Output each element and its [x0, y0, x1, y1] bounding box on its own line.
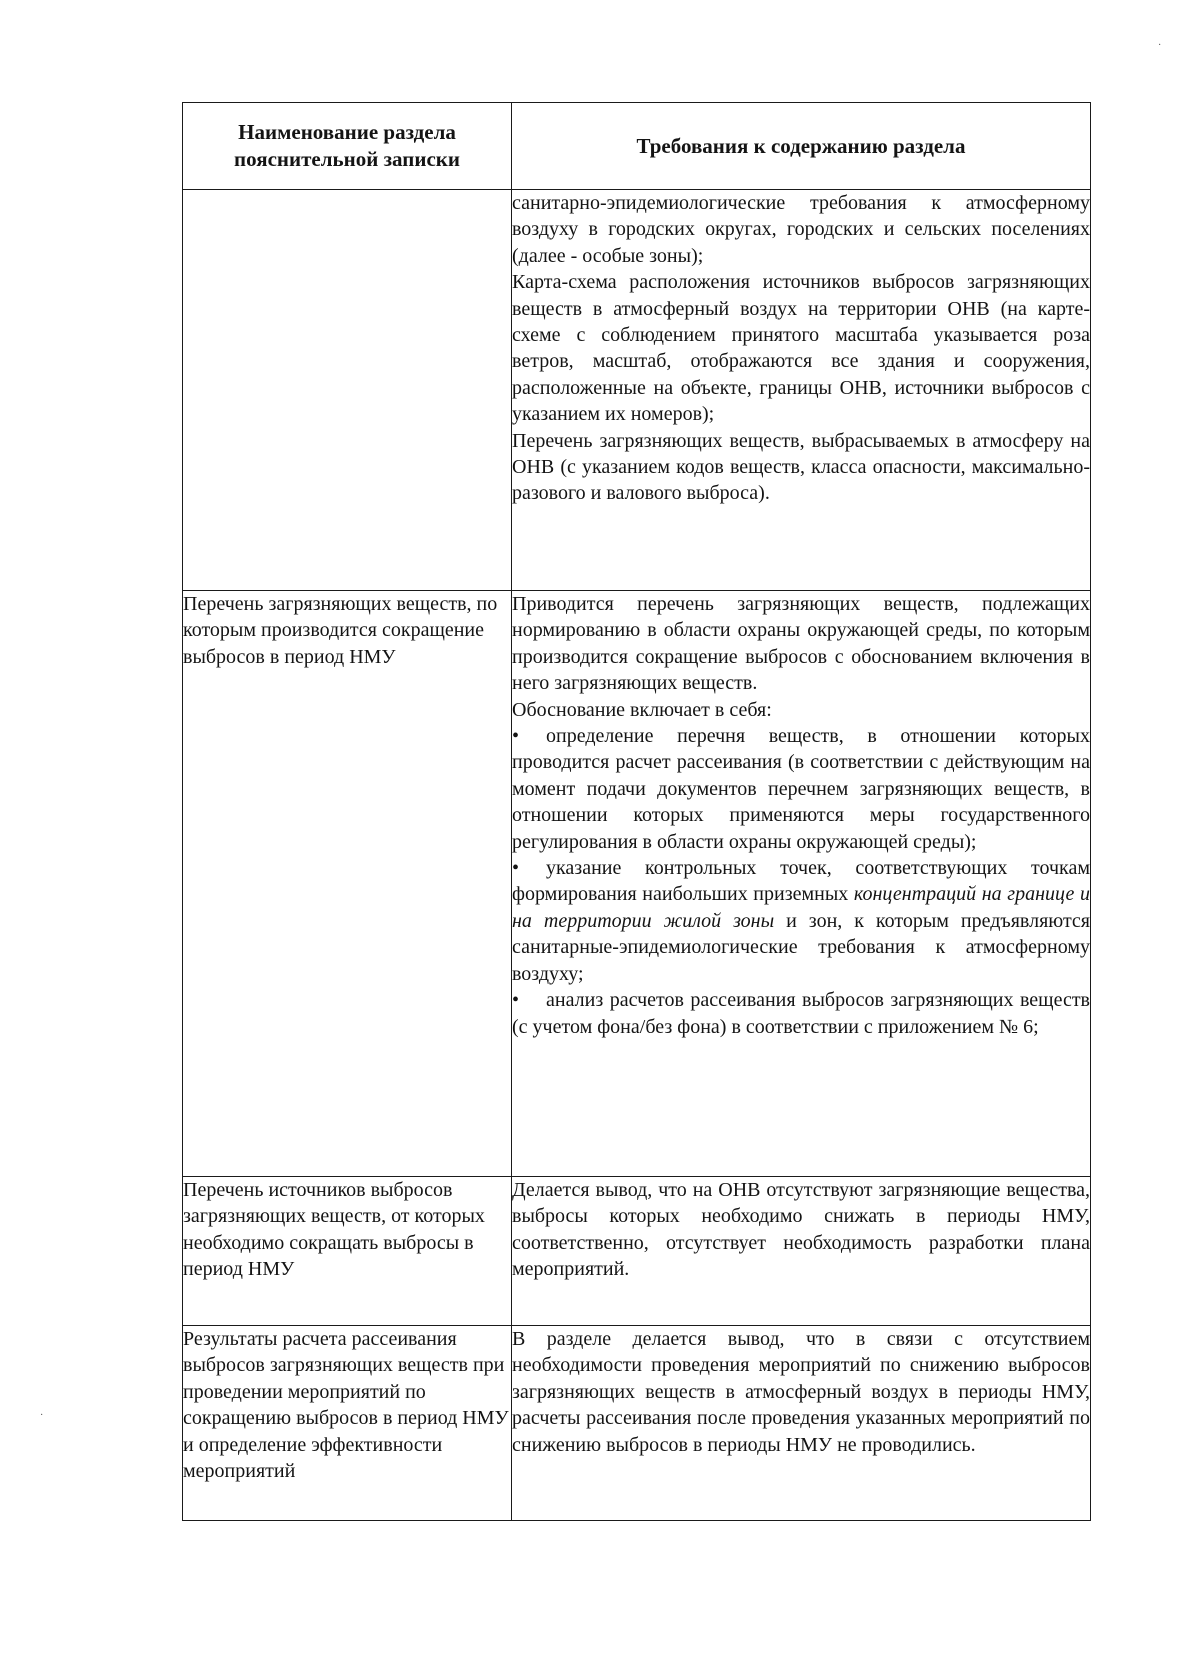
bullet-1-text: определение перечня веществ, в отношении которых проводится расчет рассеивания (в соответствии с действующим на момент подачи документов перечнем загрязняющих веществ, в отношении которых применяются меры государственного регулирования в области охраны окружающей среды); [512, 725, 1090, 853]
row-4-requirements [512, 1326, 1091, 1521]
table-row [183, 591, 1091, 1177]
row-2-bullet-1 [512, 723, 1090, 855]
table-row [183, 1177, 1091, 1326]
row-3-requirements [512, 1177, 1091, 1326]
bullet-icon [512, 723, 546, 749]
row-2-bullet-2 [512, 855, 1090, 987]
table-row [183, 190, 1091, 591]
row-2-bullet-3 [512, 987, 1090, 1040]
row-2-section-name: Перечень загрязняющих веществ, по которым производится сокращение выбросов в период НМУ [183, 591, 512, 1177]
row-1-para-3: Перечень загрязняющих веществ, выбрасываемых в атмосферу на ОНВ (с указанием кодов веществ, класса опасности, максимально-разового и валового выброса). [512, 429, 1090, 505]
row-3-para-1: Делается вывод, что на ОНВ отсутствуют загрязняющие вещества, выбросы которых необходимо снижать в периоды НМУ, соответственно, отсутствует необходимость разработки плана мероприятий. [512, 1179, 1090, 1281]
row-4-para-1: В разделе делается вывод, что в связи с отсутствием необходимости проведения мероприятий по снижению выбросов загрязняющих веществ в атмосферный воздух в периоды НМУ, расчеты рассеивания после проведения указанных мероприятий по снижению выбросов в периоды НМУ не проводились. [512, 1328, 1090, 1456]
bullet-2-italic-text: концентраций на границе и на территории жилой зоны [512, 883, 1090, 932]
bullet-3-text: анализ расчетов рассеивания выбросов загрязняющих веществ (с учетом фона/без фона) в соответствии с приложением № 6; [512, 989, 1090, 1038]
bullet-icon [512, 855, 546, 881]
row-1-para-2: Карта-схема расположения источников выбросов загрязняющих веществ в атмосферный воздух на территории ОНВ (на карте-схеме с соблюдением принятого масштаба указывается роза ветров, масштаб, отображаются все здания и сооружения, расположенные на объекте, границы ОНВ, источники выбросов с указанием их номеров); [512, 271, 1090, 426]
scan-speck-top-right: · [1158, 40, 1162, 51]
row-2-para-2: Обоснование включает в себя: [512, 698, 772, 721]
row-1-section-name [183, 190, 512, 591]
row-4-section-name: Результаты расчета рассеивания выбросов загрязняющих веществ при проведении мероприятий по сокращению выбросов в период НМУ и определение эффективности мероприятий [183, 1326, 512, 1521]
header-section-name: Наименование раздела пояснительной записки [183, 103, 512, 190]
row-1-requirements [512, 190, 1091, 591]
table-row [183, 1326, 1091, 1521]
header-section-requirements: Требования к содержанию раздела [512, 103, 1091, 190]
row-3-section-name: Перечень источников выбросов загрязняющих веществ, от которых необходимо сокращать выбросы в период НМУ [183, 1177, 512, 1326]
row-2-para-1: Приводится перечень загрязняющих веществ, подлежащих нормированию в области охраны окружающей среды, по которым производится сокращение выбросов с обоснованием включения в него загрязняющих веществ. [512, 593, 1090, 695]
scan-speck-left: · [40, 1410, 44, 1421]
requirements-table [182, 102, 1091, 1521]
row-1-para-1: санитарно-эпидемиологические требования к атмосферному воздуху в городских округах, городских и сельских поселениях (далее - особые зоны); [512, 192, 1090, 267]
bullet-icon [512, 987, 546, 1013]
row-2-requirements [512, 591, 1091, 1177]
bullet-2-text: указание контрольных точек, соответствующих точкам формирования наибольших приземных [512, 857, 1090, 906]
table-header-row [183, 103, 1091, 190]
bullet-2-tail-text: и зон, к которым предъявляются санитарные-эпидемиологические требования к атмосферному воздуху; [512, 909, 1091, 985]
